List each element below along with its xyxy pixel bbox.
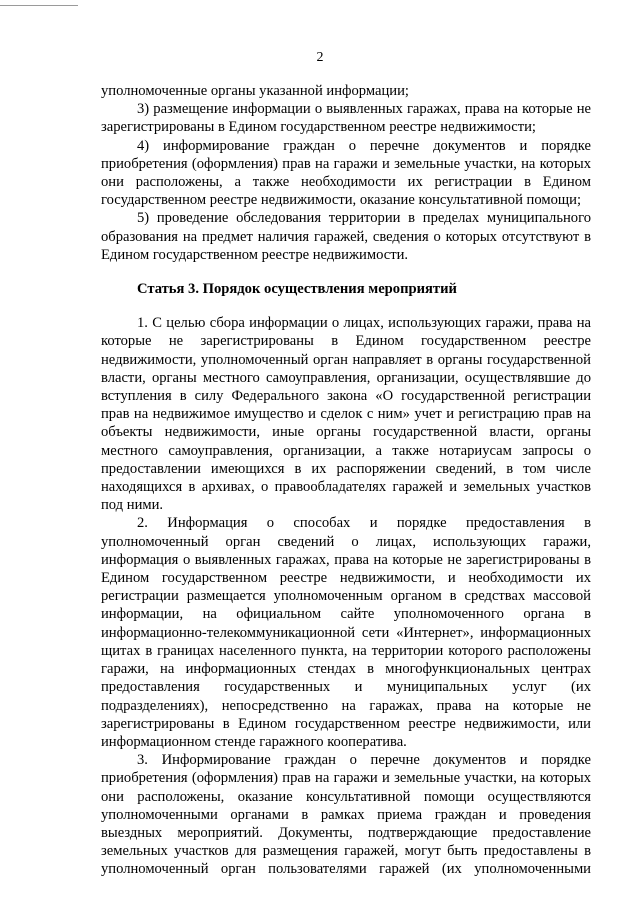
text-line: образования на предмет наличия гаражей, сведения о которых отсутствуют в xyxy=(101,228,591,245)
text-line: объекты недвижимости, иные органы государственной власти, органы xyxy=(101,424,591,441)
text-line: Едином государственном реестре недвижимости. xyxy=(101,246,409,263)
paragraph-item-5 xyxy=(101,209,591,264)
text-line: под ними. xyxy=(101,497,164,514)
text-line: зарегистрированы в Едином государственном реестре недвижимости; xyxy=(101,119,536,136)
text-line: информационном стенде гаражного кооператива. xyxy=(101,733,407,750)
text-line: Едином государственном реестре недвижимости, и необходимости их xyxy=(101,570,591,587)
text-line: уполномоченными органами в рамках приема граждан и проведения xyxy=(101,806,591,823)
text-line: 3) размещение информации о выявленных гаражах, права на которые не xyxy=(137,101,591,118)
text-line: информации, на официальном сайте уполномоченного органа в xyxy=(101,606,591,623)
text-line: вступления в силу Федерального закона «О государственной регистрации xyxy=(101,388,591,405)
text-line: государственном реестре недвижимости, оказание консультативной помощи; xyxy=(101,192,582,209)
text-line: предоставлении имеющихся в их распоряжении сведений, в том числе xyxy=(101,460,591,477)
text-line: находящихся в архивах, о правообладателях гаражей и земельных участков xyxy=(101,479,591,496)
paragraph-item-4 xyxy=(101,137,591,210)
paragraph-clause-2 xyxy=(101,514,591,751)
text-line: уполномоченные органы указанной информации; xyxy=(101,83,409,99)
text-line: щитах в границах населенного пункта, на территории которого расположены xyxy=(101,642,591,659)
text-line: уполномоченный орган пользователями гаражей (их уполномоченными xyxy=(101,861,591,878)
text-line: они расположены, оказание консультативной помощи осуществляются xyxy=(101,788,591,805)
text-line: 1. С целью сбора информации о лицах, использующих гаражи, права на xyxy=(137,315,591,332)
text-line: которые не зарегистрированы в Едином государственном реестре xyxy=(101,333,591,350)
document-body xyxy=(101,82,591,879)
text-line: уполномоченный орган сведений о лицах, использующих гаражи, xyxy=(101,533,591,550)
text-line: приобретения (оформления) прав на гаражи и земельные участки, на которых xyxy=(101,770,591,787)
text-line: информация о выявленных гаражах, права на которые не зарегистрированы в xyxy=(101,551,591,568)
spacer xyxy=(101,298,591,314)
article-heading: Статья 3. Порядок осуществления мероприятий xyxy=(137,281,457,298)
text-line: 3. Информирование граждан о перечне документов и порядке xyxy=(137,752,591,769)
text-line: выездных мероприятий. Документы, подтверждающие предоставление xyxy=(101,824,591,841)
spacer xyxy=(101,264,591,280)
text-line: гаражи, на информационных стендах в многофункциональных центрах xyxy=(101,661,591,678)
paragraph-clause-3 xyxy=(101,751,591,878)
text-line: 2. Информация о способах и порядке предоставления в xyxy=(137,515,591,532)
text-line: местного самоуправления, организации, а также нотариусам запросы о xyxy=(101,442,591,459)
text-line: 4) информирование граждан о перечне документов и порядке xyxy=(137,137,591,154)
paragraph-item-3 xyxy=(101,100,591,136)
text-line: зарегистрированы в Едином государственном реестре недвижимости, или xyxy=(101,715,591,732)
text-line: подразделениях), непосредственно на гаражах, права на которые не xyxy=(101,697,591,714)
text-line: информационно-телекоммуникационной сети «Интернет», информационных xyxy=(101,624,591,641)
page-number: 2 xyxy=(316,50,324,65)
text-line: земельных участков для размещения гаражей, могут быть предоставлены в xyxy=(101,843,591,860)
text-line: регистрации размещается уполномоченным органом в средствах массовой xyxy=(101,588,591,605)
text-line: они расположены, а также необходимости их регистрации в Едином xyxy=(101,174,591,191)
text-line: 5) проведение обследования территории в пределах муниципального xyxy=(137,210,591,227)
text-line: недвижимости, уполномоченный орган направляет в органы государственной xyxy=(101,351,591,368)
corner-scan-line xyxy=(0,5,78,6)
paragraph-1-continuation xyxy=(101,82,591,100)
text-line: власти, органы местного самоуправления, организации, осуществлявшие до xyxy=(101,369,591,386)
text-line: прав на недвижимое имущество и сделок с ним» учет и регистрацию прав на xyxy=(101,406,591,423)
text-line: приобретения (оформления) прав на гаражи и земельные участки, на которых xyxy=(101,155,591,172)
paragraph-clause-1 xyxy=(101,314,591,514)
text-line: предоставления государственных и муниципальных услуг (их xyxy=(101,679,591,696)
